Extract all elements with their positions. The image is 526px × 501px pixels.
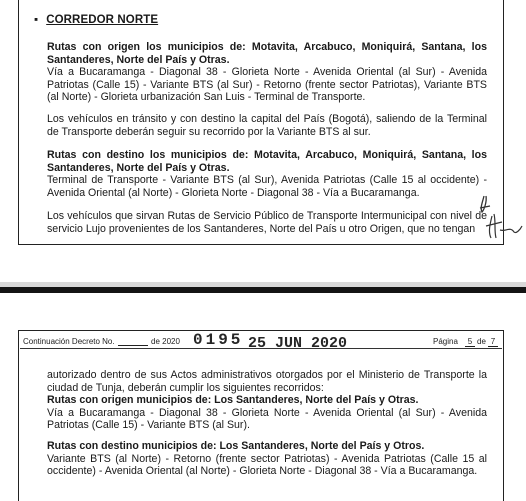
paragraph-santanderes-origin: [47, 369, 487, 432]
destination-routes-body: Terminal de Transporte - Variante BTS (al Sur), Avenida Patriotas (Calle 15 al occidente) - Avenida Oriental (al Norte) - Glorieta Norte - Diagonal 38 - Vía a Bucaramanga.: [47, 174, 487, 199]
luxury-service-body: Los vehículos que sirvan Rutas de Servicio Público de Transporte Intermunicipal con nivel de servicio Lujo provenientes de los Santanderes, Norte del País u otro Origen, que no tengan: [47, 210, 487, 235]
continuation-label: Continuación Decreto No.: [23, 337, 115, 346]
square-bullet-icon: ▪: [34, 14, 39, 26]
page-divider: [0, 287, 526, 293]
santanderes-origin-body: Vía a Bucaramanga - Diagonal 38 - Glorieta Norte - Avenida Oriental (al Sur) - Avenida Patriotas (Calle 15) - Variante BTS (al Sur).: [47, 406, 487, 432]
date-stamp: 25 JUN 2020: [248, 335, 348, 352]
section-title: CORREDOR NORTE: [46, 14, 159, 26]
paragraph-origin-routes: [47, 41, 487, 104]
paragraph-santanderes-destination: [47, 440, 487, 478]
paragraph-transit-note: [47, 113, 487, 138]
decree-year-label: de 2020: [151, 337, 180, 346]
santanderes-destination-heading: Rutas con destino municipios de: Los Santanderes, Norte del País y Otros.: [47, 440, 425, 452]
paragraph-luxury-service: [47, 210, 487, 235]
origin-routes-heading: Rutas con origen los municipios de: Motavita, Arcabuco, Moniquirá, Santana, los Santanderes, Norte del País y Otras.: [47, 41, 487, 66]
transit-note-body: Los vehículos en tránsito y con destino la capital del País (Bogotá), saliendo de la Terminal de Transporte deberán seguir su recorrido por la Variante BTS al sur.: [47, 113, 487, 138]
decree-number-blank: [118, 337, 148, 346]
handwritten-initials-icon: [470, 186, 526, 242]
header-rule: [20, 348, 502, 349]
section-heading: [34, 14, 158, 26]
santanderes-origin-heading: Rutas con origen municipios de: Los Santanderes, Norte del País y Otras.: [47, 394, 419, 407]
santanderes-destination-body: Variante BTS (al Norte) - Retorno (frente sector Patriotas) - Avenida Patriotas (Calle 15 al occidente) - Avenida Oriental (al Norte) - Glorieta Norte - Diagonal 38 - Vía a Bucaramanga.: [47, 452, 487, 478]
page-total: 7: [488, 337, 498, 347]
decree-number-stamp: 0195: [193, 331, 244, 349]
page-of-label: de: [477, 337, 486, 346]
destination-routes-heading: Rutas con destino los municipios de: Motavita, Arcabuco, Moniquirá, Santana, los Santanderes, Norte del País y Otras.: [47, 149, 487, 174]
paragraph-destination-routes: [47, 149, 487, 199]
authorization-intro: autorizado dentro de sus Actos administrativos otorgados por el Ministerio de Transporte la ciudad de Tunja, deberán cumplir los siguientes recorridos:: [47, 369, 487, 394]
origin-routes-body: Vía a Bucaramanga - Diagonal 38 - Glorieta Norte - Avenida Oriental (al Sur) - Avenida Patriotas (Calle 15) - Variante BTS (al Sur) - Retorno (frente sector Patriotas), Variante BTS (al Norte) - Glorieta urbanización San Luis - Terminal de Transporte.: [47, 66, 487, 104]
page-number: 5: [465, 337, 475, 347]
page-label: Página: [433, 337, 458, 346]
